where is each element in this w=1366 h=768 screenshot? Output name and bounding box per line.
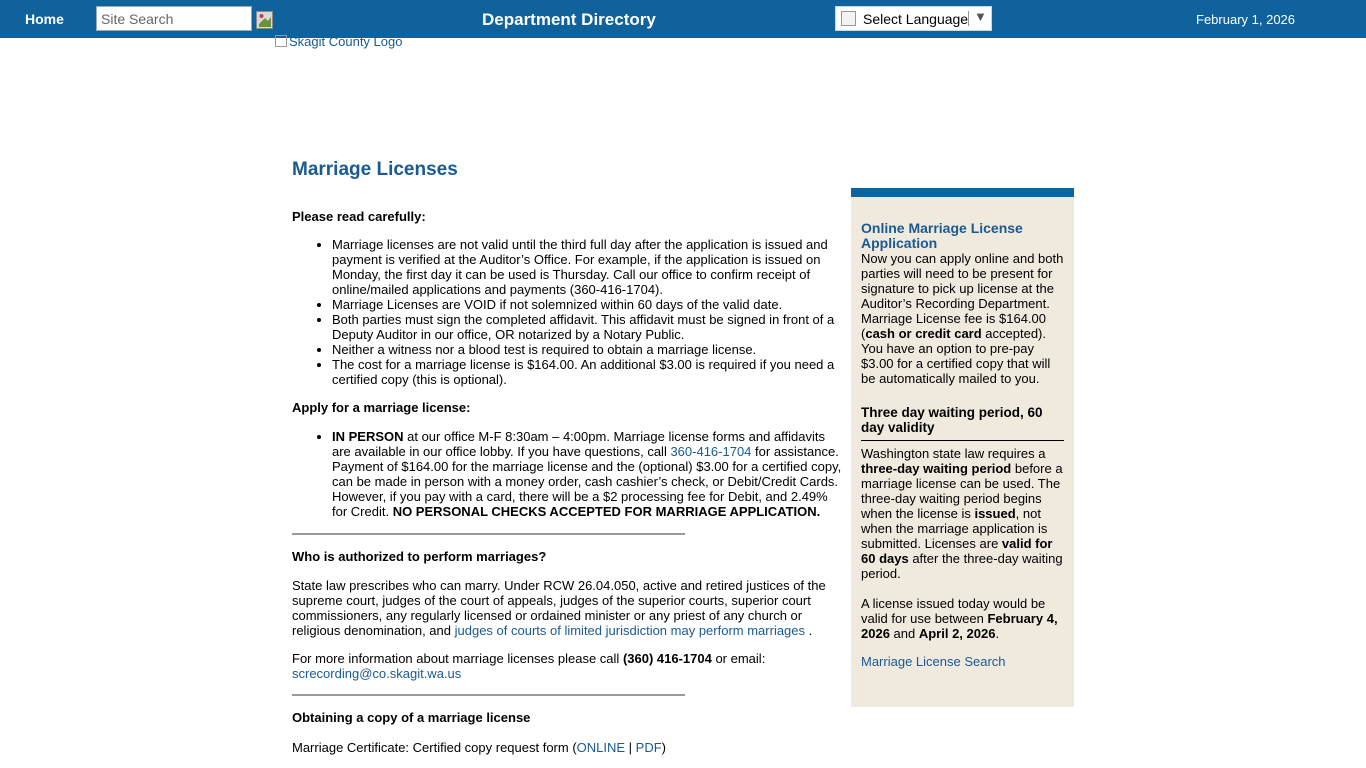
main-content	[292, 159, 842, 755]
site-search-input[interactable]	[96, 6, 252, 31]
certificate-paragraph	[292, 740, 842, 755]
apply-list	[292, 429, 842, 519]
wait-bold-1: three-day waiting period	[861, 461, 1012, 476]
fee-text	[861, 311, 1066, 386]
list-item: • The cost for a marriage license is $164.00. An additional $3.00 is required if you need a certified copy (this is optional).	[332, 357, 842, 387]
more-info-text: For more information about marriage licenses please call	[292, 651, 623, 666]
certificate-text: Marriage Certificate: Certified copy request form (	[292, 740, 577, 755]
sidebar-accent-bar	[851, 188, 1074, 197]
more-info-text-b: or email:	[711, 651, 766, 666]
section-divider	[292, 533, 685, 535]
email-link[interactable]: screcording@co.skagit.wa.us	[292, 666, 462, 681]
copy-heading: Obtaining a copy of a marriage license	[292, 710, 531, 725]
search-icon[interactable]	[256, 11, 273, 29]
waiting-period-text	[861, 446, 1066, 581]
read-carefully-heading: Please read carefully:	[292, 209, 426, 224]
certificate-pdf-link[interactable]: PDF	[635, 740, 662, 755]
section-divider	[292, 694, 685, 696]
today-and: and	[889, 626, 919, 641]
more-info-phone: (360) 416-1704	[622, 651, 712, 666]
page-title: Marriage Licenses	[292, 159, 458, 180]
fee-text-b: accepted). You have an option to pre-pay $3.00 for a certified copy that will be automatically mailed to you.	[861, 326, 1051, 386]
fee-text-a: Marriage License fee is $164.00 (	[861, 311, 1047, 341]
skagit-county-logo[interactable]	[275, 34, 402, 49]
wait-bold-2: issued	[974, 506, 1016, 521]
list-item: • Neither a witness nor a blood test is required to obtain a marriage license.	[332, 342, 842, 357]
dropdown-divider	[968, 11, 969, 26]
translate-icon	[841, 11, 856, 26]
license-rules-list	[292, 237, 842, 387]
license-search-paragraph	[861, 654, 1066, 669]
marriage-license-search-link[interactable]: Marriage License Search	[861, 654, 1006, 669]
wait-text-4: after the three-day waiting period.	[861, 551, 1063, 581]
certificate-end: )	[661, 740, 667, 755]
wait-text-2: before a marriage license can be used. The three-day waiting period begins when the license is	[861, 461, 1063, 521]
online-application-link[interactable]: Online Marriage License Application	[861, 220, 1023, 251]
top-navigation-bar	[0, 0, 1366, 38]
certificate-online-link[interactable]: ONLINE	[576, 740, 626, 755]
department-directory-link[interactable]: Department Directory	[482, 10, 656, 29]
list-item: • Marriage Licenses are VOID if not solemnized within 60 days of the valid date.	[332, 297, 842, 312]
valid-dates-text	[861, 596, 1066, 641]
authorized-heading: Who is authorized to perform marriages?	[292, 549, 547, 564]
home-link[interactable]: Home	[25, 11, 64, 27]
list-item: • Marriage licenses are not valid until the third full day after the application is issued and payment is verified at the Auditor’s Office. For example, if the application is issued on Monday, the first day it can be used is Thursday. Call our office to confirm receipt of online/mailed applications and payments (360-416-1704).	[332, 237, 842, 297]
broken-image-icon	[275, 35, 287, 47]
authorized-paragraph	[292, 578, 842, 638]
wait-bold-3: valid for 60 days	[861, 536, 1053, 566]
limited-jurisdiction-link[interactable]: judges of courts of limited jurisdiction may perform marriages	[454, 623, 806, 638]
list-item	[332, 429, 842, 519]
sidebar	[851, 188, 1074, 707]
current-date: February 1, 2026	[1196, 12, 1296, 27]
logo-alt-text: Skagit County Logo	[289, 34, 403, 49]
apply-heading: Apply for a marriage license:	[292, 400, 471, 415]
chevron-down-icon: ▼	[974, 9, 987, 24]
select-language-dropdown[interactable]	[835, 6, 992, 31]
wait-text-3: , not when the marriage application is submitted. Licenses are	[861, 506, 1048, 551]
phone-link[interactable]: 360-416-1704	[670, 444, 752, 459]
sidebar-divider	[861, 440, 1064, 441]
in-person-text: at our office M-F 8:30am – 4:00pm. Marriage license forms and affidavits are available in our office lobby. If you have questions, call	[332, 429, 826, 459]
no-checks-notice: NO PERSONAL CHECKS ACCEPTED FOR MARRIAGE APPLICATION.	[392, 504, 821, 519]
today-period: .	[995, 626, 1000, 641]
today-text: A license issued today would be valid for use between	[861, 596, 1046, 626]
select-language-label: Select Language	[863, 11, 969, 27]
in-person-label: IN PERSON	[332, 429, 404, 444]
wait-text-1: Washington state law requires a	[861, 446, 1046, 461]
valid-end-date: April 2, 2026	[918, 626, 996, 641]
fee-payment-methods: cash or credit card	[865, 326, 982, 341]
waiting-period-heading: Three day waiting period, 60 day validity	[861, 405, 1043, 435]
sidebar-content	[861, 221, 1066, 669]
online-application-text: Now you can apply online and both parties will need to be present for signature to pick up license at the Auditor’s Recording Department.	[861, 251, 1064, 311]
more-info-paragraph	[292, 651, 842, 681]
certificate-separator: |	[625, 740, 636, 755]
authorized-text: State law prescribes who can marry. Under RCW 26.04.050, active and retired justices of the supreme court, judges of the court of appeals, judges of the superior courts, superior court commissioners, any regularly licensed or ordained minister or any priest of any church or religious denomination, and	[292, 578, 826, 638]
list-item: • Both parties must sign the completed affidavit. This affidavit must be signed in front of a Deputy Auditor in our office, OR notarized by a Notary Public.	[332, 312, 842, 342]
valid-start-date: February 4, 2026	[861, 611, 1058, 641]
authorized-end: .	[805, 623, 813, 638]
in-person-payment-text: for assistance. Payment of $164.00 for the marriage license and the (optional) $3.00 for a certified copy, can be made in person with a money order, cash cashier’s check, or Debit/Credit Cards. However, if you pay with a card, there will be a $2 processing fee for Debit, and 2.49% for Credit.	[332, 444, 842, 519]
